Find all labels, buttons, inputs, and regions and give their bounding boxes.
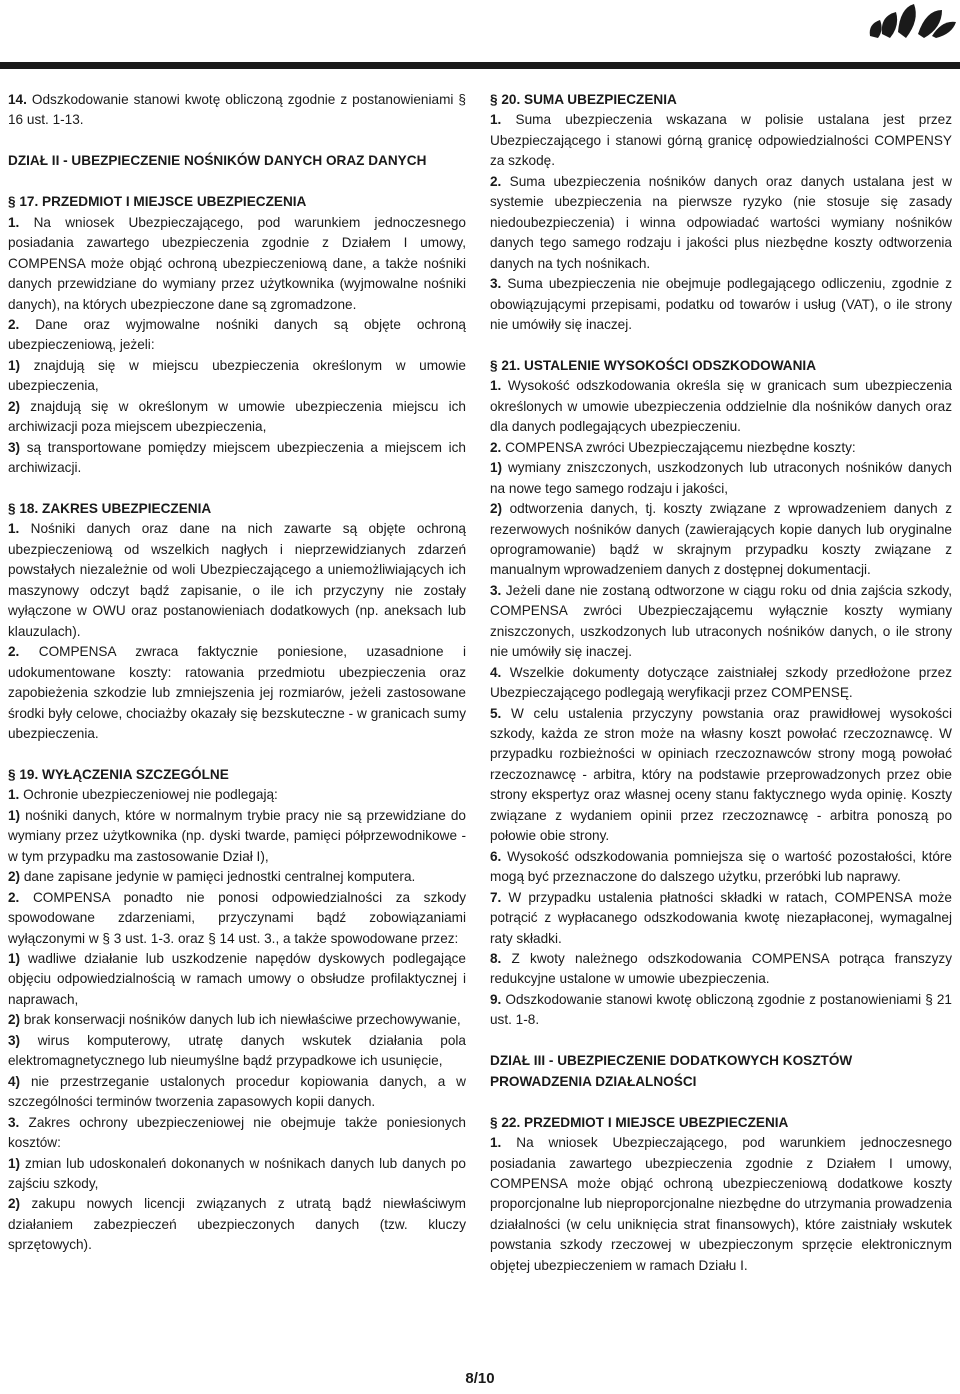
item-number: 2) — [8, 869, 21, 885]
header-rule — [0, 62, 960, 69]
item-text: Wysokość odszkodowania pomniejsza się o wartość pozostałości, które mogą być przeznaczone do dalszego użytku, przeróbki lub naprawy. — [490, 848, 952, 885]
item-number: 6. — [490, 848, 502, 864]
section-heading: § 18. ZAKRES UBEZPIECZENIA — [8, 501, 212, 517]
item-number: 9. — [490, 991, 502, 1007]
section-heading: § 20. SUMA UBEZPIECZENIA — [490, 92, 677, 107]
item-number: 2. — [8, 644, 20, 660]
item-number: 1) — [8, 950, 21, 966]
item-text: nośniki danych, które w normalnym trybie pracy nie są przewidziane do wymiany przez użytkownika (np. dyski twarde, pamięci półprzewodnikowe - w tym przypadku ma zastosowanie Dział I), — [8, 807, 466, 864]
item-number: 3) — [8, 439, 21, 455]
item-number: 3. — [490, 276, 502, 292]
item-number: 2. — [490, 173, 502, 189]
item-number: 1. — [8, 214, 20, 230]
paragraph — [490, 949, 952, 990]
right-column — [490, 90, 952, 1276]
item-number: 14. — [8, 92, 27, 107]
item-number: 1. — [490, 1135, 502, 1151]
paragraph — [490, 274, 952, 335]
paragraph — [8, 438, 466, 479]
item-text: wadliwe działanie lub uszkodzenie napędów dyskowych podlegające objęciu odpowiedzialnością w ramach umowy o obsłudze profilaktycznej i naprawach, — [8, 950, 466, 1007]
item-text: Nośniki danych oraz dane na nich zawarte są objęte ochroną ubezpieczeniową od wszelkich nagłych i nieprzewidzianych zdarzeń powstałych niezależnie od woli Ubezpieczającego a uniemożliwiających ich maszynowy odczyt bądź zapisanie, o ile ich przyczyny nie zostały wyłączone w OWU oraz postanowieniach dodatkowych (np. aneksach lub klauzulach). — [8, 521, 466, 639]
item-text: Suma ubezpieczenia nie obejmuje podlegającego odliczeniu, zgodnie z obowiązującymi przepisami, podatku od towarów i usług (VAT), o ile strony nie umówiły się inaczej. — [490, 276, 952, 332]
item-number: 3) — [8, 1032, 21, 1048]
section-gap — [8, 131, 466, 151]
paragraph — [490, 990, 952, 1031]
paragraph — [8, 90, 466, 131]
paragraph — [8, 213, 466, 315]
section-heading: § 21. USTALENIE WYSOKOŚCI ODSZKODOWANIA — [490, 357, 817, 373]
section-heading: DZIAŁ III - UBEZPIECZENIE DODATKOWYCH KOSZTÓW PROWADZENIA DZIAŁALNOŚCI — [490, 1053, 853, 1089]
item-number: 2. — [8, 889, 20, 905]
item-number: 3. — [490, 582, 502, 598]
paragraph — [490, 110, 952, 171]
item-number: 2) — [490, 501, 503, 517]
item-number: 1) — [8, 1155, 21, 1171]
item-text: Na wniosek Ubezpieczającego, pod warunkiem jednoczesnego posiadania zawartego ubezpieczenia zgodnie z Działem I umowy, COMPENSA może objąć ochroną ubezpieczeniową dodatkowe koszty proporcjonalne lub nieproporcjonalne niezbędne do utrzymania prowadzenia działalności (w celu uniknięcia strat finansowych), które zaistniały wskutek powstania szkody rzeczowej w ubezpieczonym sprzęcie elektronicznym objętej ubezpieczeniem w ramach Działu I. — [490, 1135, 952, 1273]
item-text: brak konserwacji nośników danych lub ich niewłaściwe przechowywanie, — [20, 1012, 461, 1028]
item-text: wymiany zniszczonych, uszkodzonych lub utraconych nośników danych na nowe tego samego rodzaju i jakości, — [490, 460, 952, 496]
item-text: Dane oraz wyjmowalne nośniki danych są objęte ochroną ubezpieczeniową, jeżeli: — [8, 316, 466, 353]
item-number: 1) — [490, 460, 503, 476]
item-text: Suma ubezpieczenia wskazana w polisie ustalana jest przez Ubezpieczającego i stanowi górną granicę odpowiedzialności COMPENSY za szkodę. — [490, 112, 952, 169]
item-number: 1. — [490, 112, 502, 128]
paragraph — [8, 785, 466, 805]
paragraph — [490, 847, 952, 888]
paragraph — [490, 581, 952, 663]
paragraph — [490, 499, 952, 581]
item-text: Odszkodowanie stanowi kwotę obliczoną zgodnie z postanowieniami § 21 ust. 1-8. — [490, 991, 952, 1028]
item-text: znajdują się w miejscu ubezpieczenia określonym w umowie ubezpieczenia, — [8, 357, 466, 394]
section-gap — [490, 335, 952, 355]
item-text: W celu ustalenia przyczyny powstania oraz prawidłowej wysokości szkody, każda ze stron może na własny koszt powołać rzeczoznawcę. W przypadku rozbieżności w opiniach rzeczoznawców strony mogą powołać rzeczoznawcę - arbitra, który na podstawie przeprowadzonych przez obie strony ekspertyz oraz własnej oceny stanu faktycznego wyda opinię. Koszty związane z wydaniem opinii przez rzeczoznawcę - arbitra ponoszą po połowie obie strony. — [490, 705, 952, 844]
item-number: 2. — [490, 439, 502, 455]
paragraph — [8, 867, 466, 887]
paragraph — [490, 376, 952, 437]
item-text: Wszelkie dokumenty dotyczące zaistniałej szkody przedłożone przez Ubezpieczającego podlegają weryfikacji przez COMPENSĘ. — [490, 664, 952, 701]
item-text: Ochronie ubezpieczeniowej nie podlegają: — [19, 787, 278, 803]
paragraph — [490, 458, 952, 499]
item-number: 4) — [8, 1073, 21, 1089]
item-text: odtworzenia danych, tj. koszty związane z wprowadzeniem danych z rezerwowych nośników danych (zawierających kopie danych lub oryginalne oprogramowanie) bądź w skrajnym przypadku koszty związane z manualnym wprowadzeniem danych z dostępnej dokumentacji. — [490, 501, 952, 578]
paragraph — [8, 1194, 466, 1255]
section-heading: § 22. PRZEDMIOT I MIEJSCE UBEZPIECZENIA — [490, 1114, 789, 1130]
item-number: 5. — [490, 705, 502, 721]
item-text: zakupu nowych licencji związanych z utratą bądź niewłaściwym działaniem zabezpieczeń ubezpieczonych danych (tzw. kluczy sprzętowych). — [8, 1196, 466, 1253]
paragraph — [8, 356, 466, 397]
item-number: 4. — [490, 664, 502, 680]
paragraph — [8, 949, 466, 1010]
paragraph — [8, 1154, 466, 1195]
item-text: Na wniosek Ubezpieczającego, pod warunkiem jednoczesnego posiadania zawartego ubezpieczenia zgodnie z Działem I umowy, COMPENSA może objąć ochroną ubezpieczeniową dane, a także nośniki danych przewidziane do wymiany przez użytkownika (wyjmowalne nośniki danych), na których ubezpieczone dane są zgromadzone. — [8, 214, 466, 312]
item-number: 7. — [490, 889, 502, 905]
item-text: COMPENSA zwraca faktycznie poniesione, uzasadnione i udokumentowane koszty: ratowania przedmiotu ubezpieczenia oraz zapobieżenia szkodzie lub zmniejszenia jej rozmiarów, jeżeli zastosowane środki były celowe, chociażby okazały się bezskuteczne - w granicach sumy ubezpieczenia. — [8, 644, 466, 741]
paragraph — [490, 704, 952, 847]
section-heading: DZIAŁ II - UBEZPIECZENIE NOŚNIKÓW DANYCH ORAZ DANYCH — [8, 153, 427, 169]
item-text: Jeżeli dane nie zostaną odtworzone w ciągu roku od dnia zajścia szkody, COMPENSA zwróci Ubezpieczającemu wyłącznie koszty wymiany zniszczonych, uszkodzonych lub utraconych nośników danych, o ile strony nie umówiły się inaczej. — [490, 582, 952, 660]
paragraph — [490, 1133, 952, 1276]
page-number: 8/10 — [465, 1370, 495, 1387]
paragraph — [490, 888, 952, 949]
item-text: dane zapisane jedynie w pamięci jednostki centralnej komputera. — [20, 869, 416, 885]
section-gap — [8, 172, 466, 192]
paragraph — [8, 1113, 466, 1154]
paragraph — [490, 663, 952, 704]
item-number: 3. — [8, 1114, 20, 1130]
section-heading: § 17. PRZEDMIOT I MIEJSCE UBEZPIECZENIA — [8, 194, 307, 210]
item-number: 1) — [8, 357, 21, 373]
item-number: 2) — [8, 398, 21, 414]
item-text: Odszkodowanie stanowi kwotę obliczoną zgodnie z postanowieniami § 16 ust. 1-13. — [8, 92, 466, 128]
item-number: 2) — [8, 1012, 21, 1028]
item-text: Wysokość odszkodowania określa się w granicach sum ubezpieczenia określonych w umowie ubezpieczenia oddzielnie dla nośników danych oraz dla danych podlegających ubezpieczeniu. — [490, 378, 952, 435]
paragraph — [490, 438, 952, 458]
paragraph — [8, 888, 466, 949]
paragraph — [8, 397, 466, 438]
section-gap — [490, 1092, 952, 1112]
paragraph — [8, 1010, 466, 1030]
item-text: Suma ubezpieczenia nośników danych oraz danych ustalana jest w systemie ubezpieczenia na pierwsze ryzyko (nie stosuje się zasady niedoubezpieczenia) i winna odpowiadać wartości wymiany nośników danych tego samego rodzaju i jakości plus niezbędne koszty odtworzenia danych na tych nośnikach. — [490, 173, 952, 271]
section-gap — [8, 479, 466, 499]
company-logo-icon — [866, 0, 958, 40]
paragraph — [8, 1072, 466, 1113]
item-text: COMPENSA zwróci Ubezpieczającemu niezbędne koszty: — [501, 439, 856, 455]
section-gap — [490, 1031, 952, 1051]
paragraph — [8, 642, 466, 744]
item-number: 1) — [8, 807, 21, 823]
item-text: znajdują się w określonym w umowie ubezpieczenia miejscu ich archiwizacji poza miejscem ubezpieczenia, — [8, 398, 466, 435]
item-number: 2. — [8, 316, 20, 332]
paragraph — [8, 519, 466, 642]
item-text: W przypadku ustalenia płatności składki w ratach, COMPENSA może potrącić z wypłacanego odszkodowania kwotę niezapłaconej, wymagalnej raty składki. — [490, 889, 952, 946]
section-gap — [8, 744, 466, 764]
item-number: 1. — [490, 378, 502, 394]
item-text: wirus komputerowy, utratę danych wskutek działania pola elektromagnetycznego lub nieumyślne bądź przypadkowe ich usunięcie, — [8, 1032, 466, 1069]
item-text: Z kwoty należnego odszkodowania COMPENSA potrąca franszyzy redukcyjne ustalone w umowie ubezpieczenia. — [490, 951, 952, 987]
item-number: 2) — [8, 1196, 21, 1212]
item-text: zmian lub udoskonaleń dokonanych w nośnikach danych lub danych po zajściu szkody, — [8, 1155, 466, 1191]
item-text: nie przestrzeganie ustalonych procedur kopiowania danych, a w szczególności terminów tworzenia zapasowych kopii danych. — [8, 1073, 466, 1110]
item-text: są transportowane pomiędzy miejscem ubezpieczenia a miejscem ich archiwizacji. — [8, 439, 466, 476]
paragraph — [490, 172, 952, 274]
paragraph — [8, 315, 466, 356]
paragraph — [8, 806, 466, 867]
item-number: 8. — [490, 951, 502, 967]
left-column — [8, 90, 466, 1256]
item-number: 1. — [8, 521, 20, 537]
item-text: COMPENSA ponadto nie ponosi odpowiedzialności za szkody spowodowane zdarzeniami, przyczynami bądź zobowiązaniami wyłączonymi w § 3 ust. 1-3. oraz § 14 ust. 3., a także spowodowane przez: — [8, 889, 466, 946]
item-number: 1. — [8, 787, 20, 803]
item-text: Zakres ochrony ubezpieczeniowej nie obejmuje także poniesionych kosztów: — [8, 1114, 466, 1151]
section-heading: § 19. WYŁĄCZENIA SZCZEGÓLNE — [8, 766, 229, 782]
paragraph — [8, 1031, 466, 1072]
